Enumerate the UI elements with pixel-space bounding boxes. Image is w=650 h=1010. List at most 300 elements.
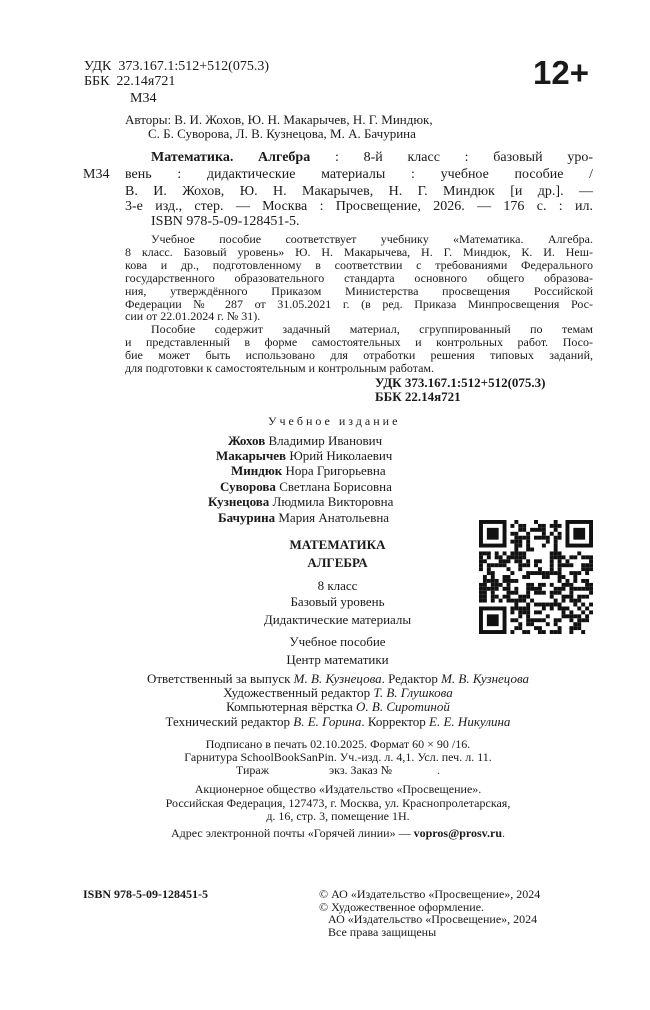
qr-module (581, 587, 585, 591)
qr-module (585, 563, 589, 567)
qr-module (510, 551, 514, 555)
qr-module (550, 603, 554, 607)
annotation-line: для подготовки к самостоятельным и контрольным работам. (125, 361, 435, 375)
qr-module (534, 559, 538, 563)
print-line: Подписано в печать 02.10.2025. Формат 60 × 90 /16. (205, 737, 471, 751)
qr-module (550, 595, 554, 599)
qr-module (503, 559, 507, 563)
credits-label: Художественный редактор (223, 685, 374, 700)
qr-module (526, 610, 530, 614)
bib-line: 3-е изд., стер. — Москва : Просвещение, 2026. — 176 с. : ил. (125, 199, 593, 214)
qr-module (562, 583, 566, 587)
credits-line (60, 686, 616, 699)
qr-module (499, 563, 503, 567)
qr-module (538, 603, 542, 607)
qr-module (573, 614, 577, 618)
qr-module (554, 591, 558, 595)
email-end: . (502, 826, 506, 840)
qr-module (546, 614, 550, 618)
qr-module (522, 551, 526, 555)
qr-module (558, 630, 562, 634)
qr-module (542, 603, 546, 607)
qr-module (487, 571, 491, 575)
qr-module (491, 599, 495, 603)
qr-module (573, 587, 577, 591)
qr-module (554, 536, 558, 540)
qr-module (558, 575, 562, 579)
qr-module (491, 591, 495, 595)
age-rating: 12+ (533, 54, 589, 91)
qr-module (514, 536, 518, 540)
qr-module (569, 563, 573, 567)
qr-module (550, 559, 554, 563)
qr-module (558, 626, 562, 630)
qr-module (507, 595, 511, 599)
qr-module (554, 587, 558, 591)
qr-module (538, 591, 542, 595)
qr-module (534, 591, 538, 595)
qr-module (479, 551, 483, 555)
qr-module (558, 551, 562, 555)
qr-module (538, 571, 542, 575)
qr-module (577, 595, 581, 599)
qr-module (491, 595, 495, 599)
qr-module (510, 555, 514, 559)
qr-module (550, 524, 554, 528)
qr-module (542, 583, 546, 587)
qr-module (514, 559, 518, 563)
qr-module (522, 610, 526, 614)
qr-module (514, 599, 518, 603)
qr-module (554, 603, 558, 607)
credits-label: Ответственный за выпуск (146, 671, 294, 686)
credits-name: Т. В. Глушкова (373, 685, 453, 700)
qr-module (479, 567, 483, 571)
annotation-line: Пособие содержит задачный материал, сгруппированный по темам (151, 322, 593, 337)
qr-module (514, 603, 518, 607)
qr-module (534, 563, 538, 567)
qr-module (554, 540, 558, 544)
qr-module (514, 591, 518, 595)
qr-module (581, 595, 585, 599)
qr-module (581, 618, 585, 622)
qr-module (565, 579, 569, 583)
qr-module (495, 579, 499, 583)
author-given-names: Светлана Борисовна (279, 478, 392, 494)
book-center: Центр математики (286, 652, 389, 667)
book-type: Учебное пособие (289, 634, 386, 649)
qr-module (483, 579, 487, 583)
qr-module (569, 610, 573, 614)
qr-module (503, 587, 507, 591)
qr-module (507, 559, 511, 563)
qr-module (546, 536, 550, 540)
qr-module (479, 591, 483, 595)
qr-module (573, 575, 577, 579)
qr-module (538, 626, 542, 630)
qr-module (589, 559, 593, 563)
qr-module (510, 524, 514, 528)
qr-module (577, 618, 581, 622)
qr-module (526, 571, 530, 575)
qr-module (526, 591, 530, 595)
qr-module (522, 524, 526, 528)
qr-module (526, 587, 530, 591)
qr-module (514, 579, 518, 583)
qr-module (510, 610, 514, 614)
author-given-names: Мария Анатольевна (278, 509, 390, 525)
qr-module (585, 614, 589, 618)
qr-module (526, 614, 530, 618)
qr-module (546, 622, 550, 626)
qr-module (589, 563, 593, 567)
credits-name: В. Е. Горина (293, 714, 362, 729)
copyright-line: Все права защищены (319, 924, 437, 939)
qr-module (526, 548, 530, 552)
qr-module (499, 599, 503, 603)
qr-module (518, 540, 522, 544)
qr-module (510, 579, 514, 583)
qr-module (491, 575, 495, 579)
qr-module (510, 606, 514, 610)
author-given-names: Владимир Иванович (268, 432, 383, 448)
qr-module (573, 571, 577, 575)
qr-module (558, 591, 562, 595)
email-link[interactable]: vopros@prosv.ru (413, 826, 503, 840)
qr-module (503, 563, 507, 567)
annotation-line: Учебное пособие соответствует учебнику «Математика. Алгебра. (151, 232, 593, 246)
qr-module (554, 571, 558, 575)
qr-module (569, 591, 573, 595)
qr-module (554, 630, 558, 634)
qr-module (530, 528, 534, 532)
qr-module (554, 528, 558, 532)
qr-module (530, 599, 534, 603)
qr-module (479, 555, 483, 559)
qr-module (565, 559, 569, 563)
bib-line (151, 151, 593, 165)
qr-module (526, 583, 530, 587)
qr-module (554, 599, 558, 603)
qr-module (581, 555, 585, 559)
qr-module (538, 528, 542, 532)
qr-module (534, 618, 538, 622)
qr-module (507, 591, 511, 595)
qr-module (550, 571, 554, 575)
qr-module (542, 618, 546, 622)
annotation-line: государственного образовательного стандарта основного общего образова- (125, 270, 593, 285)
qr-module (518, 595, 522, 599)
qr-module (483, 595, 487, 599)
qr-module (577, 614, 581, 618)
qr-module (554, 555, 558, 559)
qr-module (569, 614, 573, 618)
qr-module (558, 567, 562, 571)
author-entry (218, 511, 389, 524)
qr-module (589, 610, 593, 614)
qr-module (483, 551, 487, 555)
qr-module (542, 606, 546, 610)
qr-module (495, 587, 499, 591)
qr-module (495, 563, 499, 567)
qr-module (514, 606, 518, 610)
qr-module (487, 587, 491, 591)
qr-module (534, 536, 538, 540)
qr-module (507, 583, 511, 587)
publisher-email-line (60, 827, 616, 839)
credits-label: Компьютерная вёрстка (226, 699, 356, 714)
qr-module (495, 555, 499, 559)
qr-module (585, 583, 589, 587)
qr-module (562, 610, 566, 614)
book-title: МАТЕМАТИКА (289, 537, 386, 552)
qr-module (518, 610, 522, 614)
qr-module (585, 571, 589, 575)
qr-module (577, 551, 581, 555)
qr-module (550, 563, 554, 567)
credits-line (60, 715, 616, 728)
credits-name: О. В. Сиротиной (356, 699, 450, 714)
qr-module (526, 618, 530, 622)
qr-module (479, 583, 483, 587)
qr-module (585, 579, 589, 583)
qr-module (573, 599, 577, 603)
qr-module (585, 587, 589, 591)
qr-module (514, 548, 518, 552)
qr-module (558, 532, 562, 536)
qr-module (554, 618, 558, 622)
qr-module (534, 571, 538, 575)
qr-module (503, 551, 507, 555)
qr-module (507, 575, 511, 579)
qr-module (558, 579, 562, 583)
qr-module (554, 520, 558, 524)
qr-module (522, 575, 526, 579)
qr-module (526, 603, 530, 607)
annotation-line: сии от 22.01.2024 г. № 31). (125, 309, 261, 324)
qr-module (514, 544, 518, 548)
author-code: М34 (130, 91, 157, 106)
qr-module (538, 630, 542, 634)
qr-module (483, 559, 487, 563)
qr-module (499, 555, 503, 559)
bib-side-code: М34 (83, 167, 110, 182)
email-label: Адрес электронной почты «Горячей линии» — (170, 826, 414, 840)
qr-module (562, 587, 566, 591)
qr-module (573, 626, 577, 630)
qr-module (558, 563, 562, 567)
udk-header: УДК 373.167.1:512+512(075.3) (84, 59, 269, 74)
qr-module (573, 579, 577, 583)
qr-module (562, 555, 566, 559)
qr-module (514, 540, 518, 544)
qr-module (510, 618, 514, 622)
qr-module (581, 579, 585, 583)
book-level: Базовый уровень (290, 594, 385, 609)
qr-module (530, 587, 534, 591)
qr-module (518, 555, 522, 559)
annotation-line: 8 класс. Базовый уровень» Ю. Н. Макарычева, Н. Г. Миндюк, К. И. Неш- (125, 244, 593, 259)
credits-label: . Корректор (361, 714, 430, 729)
qr-module (510, 532, 514, 536)
qr-module (589, 555, 593, 559)
qr-module (577, 606, 581, 610)
qr-module (491, 583, 495, 587)
publisher-line: Акционерное общество «Издательство «Просвещение». (194, 782, 482, 796)
annotation-udk: УДК 373.167.1:512+512(075.3) (375, 375, 546, 390)
qr-module (569, 571, 573, 575)
qr-module (550, 606, 554, 610)
qr-module (487, 555, 491, 559)
qr-module (507, 567, 511, 571)
qr-module (495, 551, 499, 555)
author-surname: Суворова (220, 478, 276, 494)
edition-type: Учебное издание (268, 414, 401, 428)
annotation-line: кова и др., подготовленному в соответствии с требованиями Федерального (125, 257, 593, 272)
qr-module (538, 536, 542, 540)
qr-module (483, 587, 487, 591)
qr-module (565, 563, 569, 567)
qr-module (550, 630, 554, 634)
qr-module (518, 551, 522, 555)
qr-module (585, 555, 589, 559)
qr-module (554, 548, 558, 552)
qr-module (534, 587, 538, 591)
bib-text: : 8-й класс : базовый уро- (310, 150, 593, 165)
qr-module (522, 595, 526, 599)
author-entry (208, 495, 393, 508)
author-surname: Бачурина (218, 509, 276, 525)
qr-finder (573, 528, 585, 540)
qr-module (581, 563, 585, 567)
qr-module (542, 532, 546, 536)
authors-line: С. Б. Суворова, Л. В. Кузнецова, М. А. Бачурина (148, 126, 416, 141)
qr-module (522, 630, 526, 634)
qr-module (479, 559, 483, 563)
qr-module (538, 610, 542, 614)
qr-module (558, 587, 562, 591)
qr-module (562, 599, 566, 603)
author-given-names: Нора Григорьевна (285, 463, 386, 479)
bbk-header: ББК 22.14я721 (84, 74, 176, 89)
qr-module (503, 579, 507, 583)
qr-module (585, 618, 589, 622)
qr-module (554, 622, 558, 626)
qr-module (526, 559, 530, 563)
qr-module (585, 606, 589, 610)
qr-module (522, 528, 526, 532)
publisher-line: Российская Федерация, 127473, г. Москва, ул. Краснопролетарская, (165, 796, 511, 810)
qr-module (577, 587, 581, 591)
qr-module (510, 630, 514, 634)
author-entry (220, 480, 392, 493)
qr-module (479, 595, 483, 599)
credits-line (60, 700, 616, 713)
qr-module (503, 595, 507, 599)
copyright-line: © Художественное оформление. (319, 899, 485, 914)
qr-module (483, 599, 487, 603)
qr-module (507, 599, 511, 603)
qr-module (487, 567, 491, 571)
bib-line: вень : дидактические материалы : учебное пособие / (125, 167, 593, 182)
qr-module (577, 622, 581, 626)
qr-module (546, 540, 550, 544)
book-kind: Дидактические материалы (263, 612, 412, 627)
qr-module (522, 599, 526, 603)
qr-module (495, 595, 499, 599)
qr-module (491, 563, 495, 567)
qr-module (514, 551, 518, 555)
book-grade: 8 класс (317, 578, 358, 593)
credits-name: М. В. Кузнецова (293, 671, 382, 686)
qr-module (554, 544, 558, 548)
qr-module (546, 571, 550, 575)
credits-line (60, 672, 616, 685)
qr-module (534, 610, 538, 614)
qr-module (589, 583, 593, 587)
author-given-names: Юрий Николаевич (289, 447, 393, 463)
qr-module (538, 618, 542, 622)
credits-name: Е. Е. Никулина (429, 714, 511, 729)
bib-isbn: ISBN 978-5-09-128451-5. (151, 214, 300, 229)
qr-module (542, 630, 546, 634)
qr-module (518, 614, 522, 618)
qr-module (518, 567, 522, 571)
footer-isbn: ISBN 978-5-09-128451-5 (83, 887, 208, 901)
qr-module (483, 591, 487, 595)
qr-module (518, 563, 522, 567)
qr-finder (487, 614, 499, 626)
qr-module (573, 555, 577, 559)
qr-module (518, 524, 522, 528)
qr-module (581, 567, 585, 571)
publisher-line: д. 16, стр. 3, помещение 1Н. (266, 809, 410, 823)
qr-module (526, 532, 530, 536)
qr-module (522, 563, 526, 567)
qr-module (487, 579, 491, 583)
qr-module (542, 571, 546, 575)
qr-module (514, 587, 518, 591)
book-subtitle: АЛГЕБРА (307, 555, 368, 570)
qr-module (542, 591, 546, 595)
qr-module (510, 571, 514, 575)
author-surname: Жохов (228, 432, 266, 448)
author-entry (231, 464, 386, 477)
qr-module (542, 575, 546, 579)
qr-module (550, 567, 554, 571)
qr-module (569, 618, 573, 622)
author-surname: Миндюк (231, 463, 283, 479)
qr-module (479, 599, 483, 603)
qr-module (538, 587, 542, 591)
qr-module (530, 583, 534, 587)
qr-module (522, 536, 526, 540)
qr-module (550, 532, 554, 536)
qr-module (562, 614, 566, 618)
qr-module (558, 603, 562, 607)
qr-module (514, 520, 518, 524)
qr-module (565, 606, 569, 610)
copyright-line: © АО «Издательство «Просвещение», 2024 (319, 887, 541, 901)
qr-module (546, 575, 550, 579)
qr-module (538, 559, 542, 563)
qr-module (514, 532, 518, 536)
author-entry (228, 434, 382, 447)
qr-module (518, 626, 522, 630)
qr-module (581, 603, 585, 607)
qr-module (526, 544, 530, 548)
qr-module (577, 571, 581, 575)
